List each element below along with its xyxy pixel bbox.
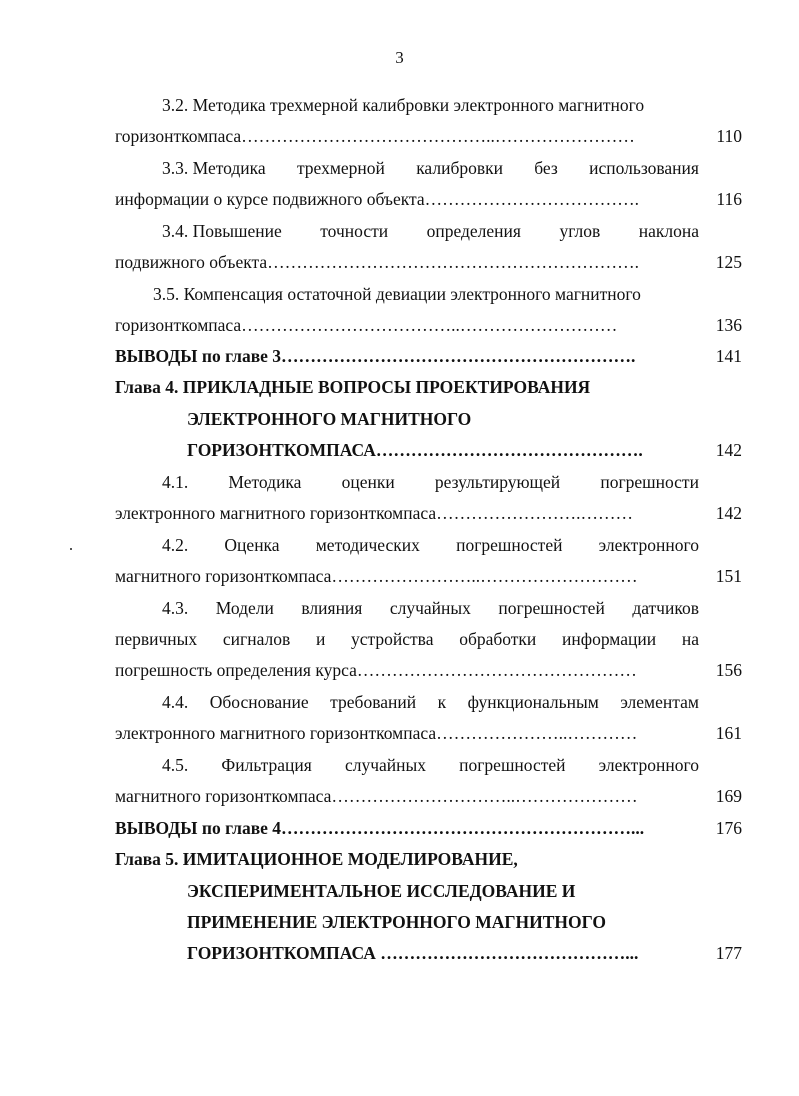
toc-chapter-5-page: 177 bbox=[715, 943, 742, 963]
word: Методика bbox=[228, 472, 302, 492]
toc-entry-4-4-line2: электронного магнитного горизонткомпаса…………………..………… bbox=[115, 723, 638, 743]
word: без bbox=[534, 158, 558, 178]
toc-entry-4-2-line1 bbox=[162, 532, 699, 558]
toc-entry-3-5-line1: 3.5. Компенсация остаточной девиации электронного магнитного bbox=[153, 284, 641, 304]
word: 3.3. Методика bbox=[162, 158, 266, 178]
word: Оценка bbox=[224, 535, 280, 555]
toc-conclusions-ch3: ВЫВОДЫ по главе 3……………………………………………………. bbox=[115, 346, 636, 366]
toc-entry-4-5-line1 bbox=[162, 752, 699, 778]
toc-entry-3-3-page: 116 bbox=[716, 189, 742, 209]
toc-entry-4-1-line1 bbox=[162, 469, 699, 495]
toc-entry-4-2-line2: магнитного горизонткомпаса……………………..……………………… bbox=[115, 566, 638, 586]
word: 4.3. bbox=[162, 598, 189, 618]
scan-speck bbox=[70, 548, 72, 550]
toc-entry-4-1-line2: электронного магнитного горизонткомпаса…………………….……… bbox=[115, 503, 633, 523]
toc-entry-3-2-line1: 3.2. Методика трехмерной калибровки электронного магнитного bbox=[162, 95, 645, 115]
toc-entry-4-5-line2: магнитного горизонткомпаса…………………………..………………… bbox=[115, 786, 638, 806]
toc-chapter-5-line4: ГОРИЗОНТКОМПАСА ……………………………………... bbox=[187, 943, 639, 963]
word: 4.2. bbox=[162, 535, 189, 555]
word: 3.4. Повышение bbox=[162, 221, 282, 241]
word: наклона bbox=[638, 221, 699, 241]
toc-entry-4-3-page: 156 bbox=[715, 660, 742, 680]
word: первичных bbox=[115, 629, 198, 649]
word: погрешностей bbox=[498, 598, 605, 618]
word: использования bbox=[589, 158, 699, 178]
toc-chapter-4-page: 142 bbox=[715, 440, 742, 460]
toc-entry-4-4-page: 161 bbox=[715, 723, 742, 743]
word: 4.4. bbox=[162, 692, 189, 712]
toc-entry-3-4-line1 bbox=[162, 218, 699, 244]
word: датчиков bbox=[632, 598, 699, 618]
toc-entry-4-4-line1 bbox=[162, 689, 699, 715]
toc-entry-4-5-page: 169 bbox=[715, 786, 742, 806]
toc-chapter-4-line3: ГОРИЗОНТКОМПАСА………………………………………. bbox=[187, 440, 643, 460]
word: 4.5. bbox=[162, 755, 189, 775]
word: влияния bbox=[301, 598, 363, 618]
toc-entry-4-3-line1 bbox=[162, 595, 699, 621]
word: погрешностей bbox=[456, 535, 563, 555]
toc-entry-4-3-line2 bbox=[115, 626, 699, 652]
toc-chapter-4-line1: Глава 4. ПРИКЛАДНЫЕ ВОПРОСЫ ПРОЕКТИРОВАНИЯ bbox=[115, 377, 591, 397]
word: калибровки bbox=[416, 158, 503, 178]
toc-entry-3-4-page: 125 bbox=[715, 252, 742, 272]
word: электронного bbox=[598, 535, 699, 555]
word: обработки bbox=[459, 629, 537, 649]
word: элементам bbox=[620, 692, 699, 712]
toc-chapter-5-line3: ПРИМЕНЕНИЕ ЭЛЕКТРОННОГО МАГНИТНОГО bbox=[187, 912, 606, 932]
word: углов bbox=[559, 221, 601, 241]
word: погрешности bbox=[600, 472, 699, 492]
toc-conclusions-ch4: ВЫВОДЫ по главе 4……………………………………………………... bbox=[115, 818, 645, 838]
word: погрешностей bbox=[459, 755, 566, 775]
toc-conclusions-ch4-page: 176 bbox=[715, 818, 742, 838]
word: Фильтрация bbox=[221, 755, 312, 775]
word: информации bbox=[562, 629, 657, 649]
word: Обоснование bbox=[209, 692, 309, 712]
word: на bbox=[681, 629, 699, 649]
word: оценки bbox=[341, 472, 395, 492]
word: методических bbox=[315, 535, 420, 555]
word: требований bbox=[330, 692, 417, 712]
toc-entry-3-5-line2: горизонткомпаса………………………………..……………………… bbox=[115, 315, 618, 335]
toc-entry-3-2-line2: горизонткомпаса……………………………………..…………………… bbox=[115, 126, 635, 146]
word: к bbox=[437, 692, 447, 712]
word: случайных bbox=[344, 755, 426, 775]
word: определения bbox=[426, 221, 521, 241]
word: результирующей bbox=[434, 472, 561, 492]
word: случайных bbox=[389, 598, 471, 618]
toc-chapter-5-line2: ЭКСПЕРИМЕНТАЛЬНОЕ ИССЛЕДОВАНИЕ И bbox=[187, 881, 576, 901]
toc-chapter-5-line1: Глава 5. ИМИТАЦИОННОЕ МОДЕЛИРОВАНИЕ, bbox=[115, 849, 518, 869]
word: сигналов bbox=[222, 629, 291, 649]
word: электронного bbox=[598, 755, 699, 775]
word: устройства bbox=[351, 629, 434, 649]
toc-entry-3-2-page: 110 bbox=[716, 126, 742, 146]
toc-entry-3-5-page: 136 bbox=[715, 315, 742, 335]
toc-conclusions-ch3-page: 141 bbox=[715, 346, 742, 366]
word: трехмерной bbox=[296, 158, 385, 178]
toc-entry-4-2-page: 151 bbox=[715, 566, 742, 586]
toc-chapter-4-line2: ЭЛЕКТРОННОГО МАГНИТНОГО bbox=[187, 409, 472, 429]
word: функциональным bbox=[467, 692, 599, 712]
toc-entry-4-3-line3: погрешность определения курса………………………………………… bbox=[115, 660, 637, 680]
word: и bbox=[315, 629, 326, 649]
toc-entry-3-3-line2: информации о курсе подвижного объекта………………………………. bbox=[115, 189, 640, 209]
word: Модели bbox=[215, 598, 274, 618]
toc-entry-4-1-page: 142 bbox=[715, 503, 742, 523]
toc-entry-3-4-line2: подвижного объекта………………………………………………………. bbox=[115, 252, 640, 272]
page-number: 3 bbox=[395, 48, 404, 67]
word: 4.1. bbox=[162, 472, 189, 492]
word: точности bbox=[320, 221, 389, 241]
toc-entry-3-3-line1 bbox=[162, 155, 699, 181]
